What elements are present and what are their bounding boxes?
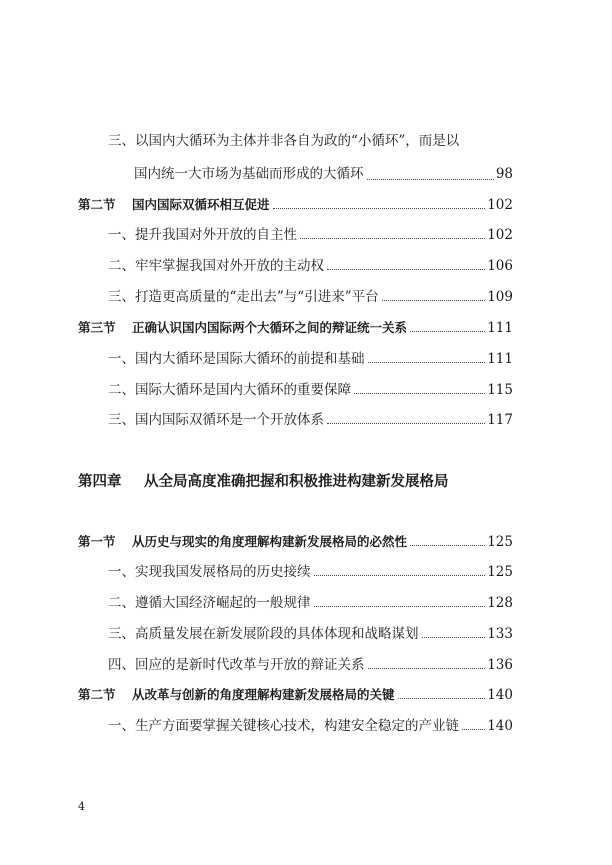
dot-leader	[368, 362, 486, 363]
toc-page-number: 98	[495, 166, 513, 182]
section-tag: 第二节	[78, 197, 116, 212]
toc-item[interactable]	[108, 410, 513, 430]
toc-item-label: 二、遵循大国经济崛起的一般规律	[108, 595, 311, 611]
toc-item-label: 三、国内国际双循环是一个开放体系	[108, 412, 324, 428]
toc-item[interactable]	[108, 256, 513, 276]
toc-section[interactable]	[78, 532, 513, 552]
section-title: 正确认识国内国际两个大循环之间的辩证统一关系	[132, 320, 408, 335]
chapter-tag: 第四章	[78, 474, 122, 490]
chapter-heading[interactable]	[78, 470, 449, 491]
toc-item[interactable]	[108, 380, 513, 400]
dot-leader	[462, 729, 485, 730]
dot-leader	[422, 637, 486, 638]
toc-item[interactable]	[108, 593, 513, 613]
toc-item-label: 四、回应的是新时代改革与开放的辩证关系	[108, 657, 365, 673]
toc-page-number: 115	[487, 382, 513, 398]
toc-page-number: 102	[487, 197, 513, 213]
toc-item-label: 国内统一大市场为基础而形成的大循环	[134, 166, 364, 182]
toc-page-number: 133	[487, 626, 513, 642]
toc-item-label: 三、打造更高质量的“走出去”与“引进来”平台	[108, 289, 379, 305]
toc-item-label: 一、生产方面要掌握关键核心技术，构建安全稳定的产业链	[108, 718, 459, 734]
toc-item-label: 二、国际大循环是国内大循环的重要保障	[108, 382, 351, 398]
toc-section[interactable]	[78, 685, 513, 705]
dot-leader	[314, 606, 486, 607]
dot-leader	[367, 164, 494, 180]
toc-page-number: 109	[487, 289, 513, 305]
section-title: 国内国际双循环相互促进	[132, 197, 270, 212]
dot-leader	[327, 423, 485, 424]
page-number: 4	[78, 800, 85, 813]
toc-item-label: 二、牢牢掌握我国对外开放的主动权	[108, 258, 324, 274]
toc-item[interactable]	[108, 287, 513, 307]
toc-page-number: 136	[487, 657, 513, 673]
section-title: 从改革与创新的角度理解构建新发展格局的关键	[132, 687, 395, 702]
dot-leader	[314, 575, 486, 576]
toc-page-number: 140	[487, 718, 513, 734]
toc-page-number: 125	[487, 534, 513, 550]
toc-page-number: 128	[487, 595, 513, 611]
dot-leader	[300, 238, 485, 239]
toc-page-number: 125	[487, 564, 513, 580]
toc-item[interactable]	[108, 562, 513, 582]
toc-section[interactable]	[78, 318, 513, 338]
toc-item-label: 一、实现我国发展格局的历史接续	[108, 564, 311, 580]
toc-item-label: 一、国内大循环是国际大循环的前提和基础	[108, 351, 365, 367]
toc-page-number: 111	[487, 351, 513, 367]
toc-item[interactable]	[108, 349, 513, 369]
toc-item[interactable]	[108, 716, 513, 736]
toc-item-label: 三、高质量发展在新发展阶段的具体体现和战略谋划	[108, 626, 419, 642]
toc-item[interactable]	[108, 624, 513, 644]
toc-section[interactable]	[78, 195, 513, 215]
dot-leader	[382, 300, 486, 301]
toc-page-number: 102	[487, 227, 513, 243]
toc-item-label: 一、提升我国对外开放的自主性	[108, 227, 297, 243]
toc-item[interactable]	[108, 655, 513, 675]
toc-item[interactable]	[108, 131, 513, 151]
section-tag: 第三节	[78, 320, 116, 335]
toc-item[interactable]	[108, 225, 513, 245]
dot-leader	[398, 698, 486, 699]
dot-leader	[410, 331, 485, 332]
toc-page-number: 117	[487, 412, 513, 428]
dot-leader	[368, 668, 486, 669]
section-title: 从历史与现实的角度理解构建新发展格局的必然性	[132, 534, 408, 549]
chapter-title: 从全局高度准确把握和积极推进构建新发展格局	[144, 474, 449, 490]
section-tag: 第一节	[78, 534, 116, 549]
dot-leader	[327, 269, 485, 270]
toc-page-number: 106	[487, 258, 513, 274]
dot-leader	[410, 545, 485, 546]
dot-leader	[273, 208, 486, 209]
toc-item-continuation[interactable]	[134, 164, 513, 184]
toc-item-label: 三、以国内大循环为主体并非各自为政的“小循环”，而是以	[108, 133, 460, 149]
section-tag: 第二节	[78, 687, 116, 702]
toc-page-number: 111	[487, 320, 513, 336]
toc-page-number: 140	[487, 687, 513, 703]
dot-leader	[354, 393, 485, 394]
